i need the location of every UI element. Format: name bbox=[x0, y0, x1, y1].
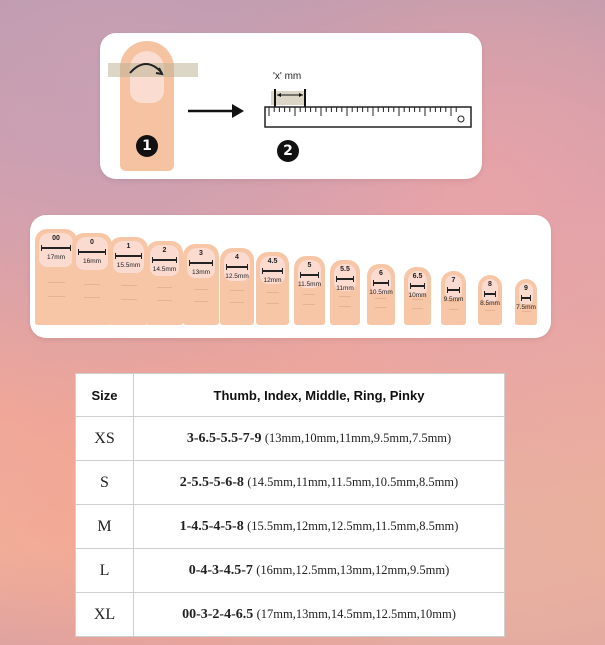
knuckle-crease bbox=[84, 297, 100, 298]
row-sequence: 0-4-3-4.5-7 bbox=[188, 563, 253, 578]
knuckle-crease bbox=[522, 304, 531, 305]
knuckle-crease bbox=[194, 289, 208, 290]
width-bar-icon bbox=[373, 280, 389, 286]
width-bar-icon bbox=[189, 260, 213, 266]
finger-size-2 bbox=[146, 241, 183, 325]
row-sequence: 00-3-2-4-6.5 bbox=[182, 607, 254, 622]
finger-size-6.5 bbox=[404, 267, 431, 325]
knuckle-crease bbox=[412, 308, 423, 309]
finger-size-5 bbox=[294, 256, 325, 325]
table-row bbox=[76, 417, 505, 461]
row-size: S bbox=[76, 461, 134, 505]
finger-mm-label: 11mm bbox=[336, 285, 354, 292]
finger-size-row bbox=[30, 215, 551, 338]
width-bar-icon bbox=[78, 249, 106, 255]
width-bar-icon bbox=[115, 253, 142, 259]
finger-size-5.5 bbox=[330, 260, 360, 325]
finger-size-label: 6.5 bbox=[412, 273, 423, 280]
finger-mm-label: 11.5mm bbox=[298, 281, 321, 288]
knuckle-crease bbox=[230, 302, 244, 303]
finger-mm-label: 16mm bbox=[82, 258, 102, 265]
width-bar-icon bbox=[410, 283, 425, 289]
curve-arrow-icon bbox=[126, 57, 166, 77]
knuckle-crease bbox=[266, 292, 279, 293]
size-table bbox=[75, 373, 505, 637]
row-size: XL bbox=[76, 593, 134, 637]
width-bar-icon bbox=[484, 291, 496, 297]
finger-size-4 bbox=[220, 248, 254, 325]
table-row bbox=[76, 505, 505, 549]
knuckle-crease bbox=[48, 282, 65, 283]
finger-size-0 bbox=[72, 233, 112, 325]
width-bar-icon bbox=[262, 268, 283, 274]
header-size: Size bbox=[76, 374, 134, 417]
finger-mm-label: 15.5mm bbox=[116, 262, 141, 269]
knuckle-crease bbox=[157, 300, 172, 301]
knuckle-crease bbox=[303, 304, 315, 305]
finger-size-label: 3 bbox=[199, 250, 203, 257]
width-bar-icon bbox=[447, 287, 460, 293]
finger-size-label: 6 bbox=[379, 270, 383, 277]
knuckle-crease bbox=[412, 299, 423, 300]
knuckle-crease bbox=[230, 290, 244, 291]
ruler-icon bbox=[263, 85, 473, 131]
row-mm: (16mm,12.5mm,13mm,12mm,9.5mm) bbox=[256, 563, 450, 577]
finger-mm-label: 7.5mm bbox=[516, 304, 536, 311]
finger-size-label: 4.5 bbox=[267, 258, 278, 265]
width-bar-icon bbox=[336, 276, 354, 282]
knuckle-crease bbox=[303, 294, 315, 295]
knuckle-crease bbox=[121, 299, 137, 300]
table-row bbox=[76, 593, 505, 637]
knuckle-crease bbox=[375, 307, 386, 308]
finger-size-label: 4 bbox=[235, 254, 239, 261]
finger-mm-label: 10mm bbox=[408, 292, 427, 299]
finger-size-label: 2 bbox=[162, 247, 167, 254]
row-mm: (17mm,13mm,14.5mm,12.5mm,10mm) bbox=[256, 607, 456, 621]
finger-size-chart-panel bbox=[30, 215, 551, 338]
row-values bbox=[134, 593, 505, 637]
finger-mm-label: 10.5mm bbox=[369, 289, 393, 296]
row-mm: (13mm,10mm,11mm,9.5mm,7.5mm) bbox=[264, 431, 452, 445]
finger-size-label: 5.5 bbox=[340, 266, 350, 273]
finger-size-4.5 bbox=[256, 252, 289, 325]
finger-size-label: 8 bbox=[488, 281, 492, 288]
row-sequence: 2-5.5-5-6-8 bbox=[179, 475, 244, 490]
finger-size-label: 9 bbox=[524, 285, 528, 292]
step-1-badge: 1 bbox=[136, 135, 158, 157]
row-values bbox=[134, 505, 505, 549]
finger-mm-label: 14.5mm bbox=[152, 266, 177, 273]
finger-size-8 bbox=[478, 275, 502, 325]
knuckle-crease bbox=[449, 301, 459, 302]
width-bar-icon bbox=[521, 295, 531, 301]
row-mm: (15.5mm,12mm,12.5mm,11.5mm,8.5mm) bbox=[247, 519, 459, 533]
width-bar-icon bbox=[300, 272, 319, 278]
row-sequence: 1-4.5-4-5-8 bbox=[179, 519, 244, 534]
measuring-steps-panel bbox=[100, 33, 482, 179]
table-header-row bbox=[76, 374, 505, 417]
finger-mm-label: 9.5mm bbox=[443, 296, 464, 303]
row-sequence: 3-6.5-5.5-7-9 bbox=[186, 431, 262, 446]
width-bar-icon bbox=[152, 257, 177, 263]
row-size: L bbox=[76, 549, 134, 593]
finger-mm-label: 12mm bbox=[263, 277, 282, 284]
table-row bbox=[76, 549, 505, 593]
knuckle-crease bbox=[522, 311, 531, 312]
row-size: M bbox=[76, 505, 134, 549]
row-values bbox=[134, 461, 505, 505]
finger-size-00 bbox=[35, 229, 77, 325]
ruler-measure-label: 'x' mm bbox=[273, 71, 302, 82]
knuckle-crease bbox=[121, 285, 137, 286]
knuckle-crease bbox=[485, 310, 495, 311]
right-arrow-icon bbox=[188, 101, 248, 121]
knuckle-crease bbox=[48, 296, 65, 297]
knuckle-crease bbox=[84, 284, 100, 285]
knuckle-crease bbox=[339, 296, 351, 297]
width-bar-icon bbox=[226, 264, 248, 270]
finger-size-9 bbox=[515, 279, 537, 325]
row-mm: (14.5mm,11mm,11.5mm,10.5mm,8.5mm) bbox=[247, 475, 459, 489]
finger-mm-label: 8.5mm bbox=[480, 300, 500, 307]
finger-mm-label: 12.5mm bbox=[225, 273, 249, 280]
knuckle-crease bbox=[339, 306, 351, 307]
header-fingers: Thumb, Index, Middle, Ring, Pinky bbox=[134, 374, 505, 417]
finger-size-1 bbox=[109, 237, 148, 325]
knuckle-crease bbox=[485, 303, 495, 304]
finger-mm-label: 13mm bbox=[191, 269, 211, 276]
knuckle-crease bbox=[266, 303, 279, 304]
finger-size-7 bbox=[441, 271, 466, 325]
row-values bbox=[134, 549, 505, 593]
finger-size-label: 7 bbox=[451, 277, 456, 284]
row-values bbox=[134, 417, 505, 461]
row-size: XS bbox=[76, 417, 134, 461]
knuckle-crease bbox=[194, 301, 208, 302]
knuckle-crease bbox=[449, 309, 459, 310]
knuckle-crease bbox=[375, 298, 386, 299]
finger-size-label: 0 bbox=[90, 239, 94, 246]
finger-size-label: 1 bbox=[126, 243, 131, 250]
finger-size-3 bbox=[183, 244, 219, 325]
knuckle-crease bbox=[157, 287, 172, 288]
table-row bbox=[76, 461, 505, 505]
finger-mm-label: 17mm bbox=[46, 254, 66, 261]
step-2-badge: 2 bbox=[277, 140, 299, 162]
finger-size-label: 00 bbox=[52, 235, 60, 242]
finger-size-label: 5 bbox=[307, 262, 312, 269]
finger-size-6 bbox=[367, 264, 395, 325]
width-bar-icon bbox=[41, 245, 71, 251]
